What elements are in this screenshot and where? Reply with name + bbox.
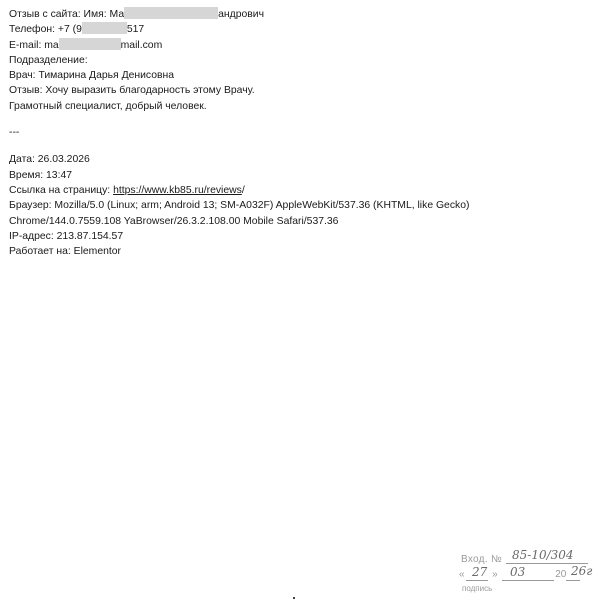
phone-prefix: Телефон: +7 (9 — [9, 24, 82, 36]
browser-line: Браузер: Mozilla/5.0 (Linux; arm; Android 13; SM-A032F) AppleWebKit/537.36 (KHTML, like Gecko) — [9, 200, 470, 212]
stamp-underline — [466, 580, 488, 581]
page-link-tail: / — [241, 184, 245, 196]
stamp-year-prefix: 20 — [555, 569, 567, 580]
page-link-label: Ссылка на страницу: — [9, 184, 114, 196]
stamp-underline — [502, 580, 554, 581]
page-link[interactable]: https://www.kb85.ru/reviews — [113, 184, 242, 196]
ip-line: IP-адрес: 213.87.154.57 — [9, 230, 124, 242]
redaction-bar — [82, 22, 127, 34]
review-source-suffix: андрович — [218, 9, 264, 20]
page-link-line — [9, 183, 597, 198]
stamp-handwritten-day: 27 — [472, 565, 488, 579]
stamp-handwritten-year — [571, 564, 592, 578]
phone-line — [9, 22, 597, 37]
separator: --- — [9, 127, 20, 139]
stamp-underline — [566, 580, 580, 581]
stamp-quote-open: « — [459, 569, 465, 580]
stamp-handwritten-number: 85-10/304 — [512, 548, 574, 562]
review-source-prefix: Отзыв с сайта: Имя: Ма — [9, 9, 125, 20]
email-line — [9, 38, 597, 53]
date-line: Дата: 26.03.2026 — [9, 154, 90, 166]
stamp-signature-label: подпись — [462, 584, 493, 593]
time-line: Время: 13:47 — [9, 169, 73, 181]
review-source-line — [9, 7, 597, 22]
phone-suffix: 517 — [126, 24, 145, 36]
browser-continuation: Chrome/144.0.7559.108 YaBrowser/26.3.2.108.00 Mobile Safari/537.36 — [9, 215, 339, 227]
stamp-incoming-label: Вход. № — [461, 554, 503, 565]
doctor-line: Врач: Тимарина Дарья Денисовна — [9, 70, 175, 82]
redaction-bar — [124, 7, 218, 19]
stamp-year-letter: г — [586, 564, 593, 578]
spacer — [9, 114, 597, 125]
registration-stamp — [458, 547, 598, 597]
works-on-line: Работает на: Elementor — [9, 246, 122, 258]
scan-speck — [293, 597, 295, 599]
stamp-handwritten-month: 03 — [510, 565, 526, 579]
redaction-bar — [59, 38, 121, 50]
stamp-quote-close: » — [492, 569, 498, 580]
email-prefix: E-mail: ma — [9, 39, 59, 51]
stamp-year-suffix: 26 — [571, 564, 587, 578]
review-continuation: Грамотный специалист, добрый человек. — [9, 100, 207, 112]
spacer — [9, 140, 597, 152]
department-line: Подразделение: — [9, 54, 88, 66]
email-suffix: mail.com — [120, 39, 163, 51]
review-line: Отзыв: Хочу выразить благодарность этому Врачу. — [9, 85, 255, 97]
document-body — [9, 7, 597, 259]
